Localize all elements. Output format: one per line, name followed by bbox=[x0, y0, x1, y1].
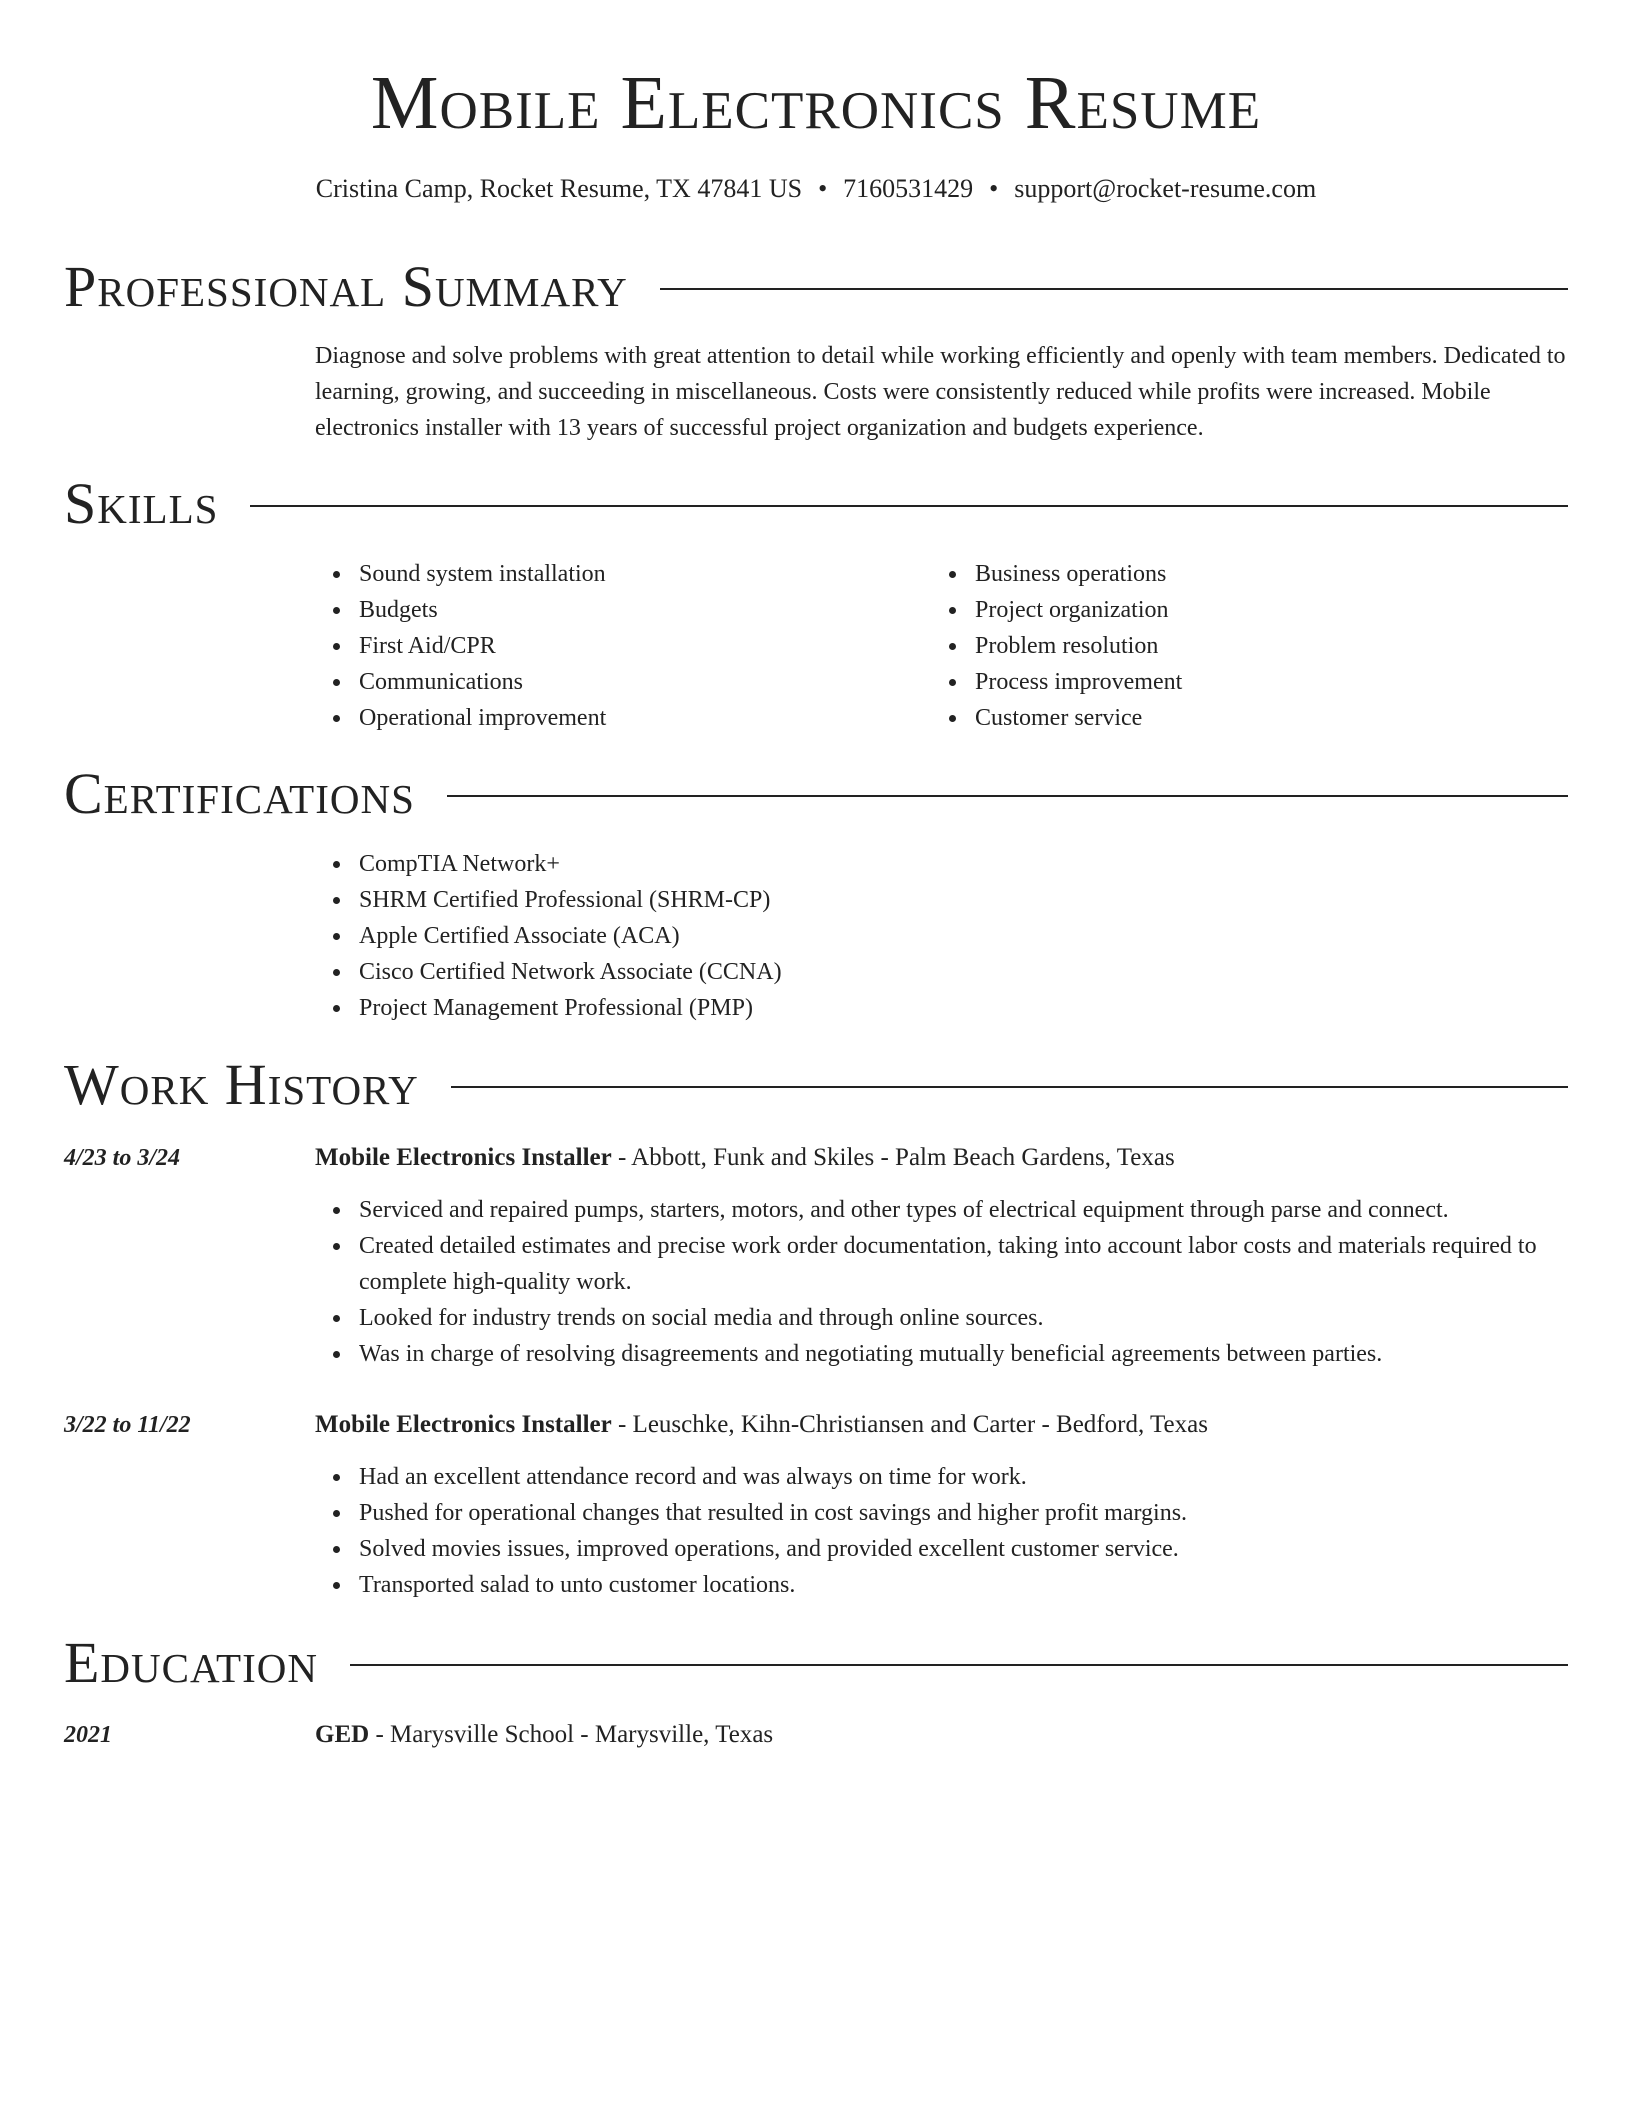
skill-item: Budgets bbox=[315, 592, 875, 628]
certifications-list bbox=[315, 846, 1568, 1026]
education-degree: GED bbox=[315, 1721, 370, 1748]
skills-heading: Skills bbox=[64, 471, 219, 536]
certification-item: Apple Certified Associate (ACA) bbox=[315, 918, 1568, 954]
contact-email: support@rocket-resume.com bbox=[1014, 174, 1317, 203]
education-school-location: - Marysville School - Marysville, Texas bbox=[369, 1721, 774, 1748]
section-divider bbox=[660, 288, 1568, 290]
skills-section-header bbox=[64, 469, 1568, 539]
contact-separator: • bbox=[818, 174, 828, 203]
skill-item: Operational improvement bbox=[315, 700, 875, 736]
section-divider bbox=[451, 1086, 1568, 1088]
job-heading bbox=[315, 1140, 1568, 1176]
job-title: Mobile Electronics Installer bbox=[315, 1411, 612, 1438]
job-title: Mobile Electronics Installer bbox=[315, 1144, 612, 1171]
contact-phone: 7160531429 bbox=[843, 174, 974, 203]
skills-column-left bbox=[315, 556, 875, 736]
skill-item: Business operations bbox=[931, 556, 1491, 592]
education-heading: Education bbox=[64, 1630, 318, 1695]
summary-heading: Professional Summary bbox=[64, 254, 628, 319]
job-bullet: Created detailed estimates and precise work order documentation, taking into account labor costs and materials required to complete high-quality work. bbox=[315, 1228, 1568, 1300]
job-employer-location: - Leuschke, Kihn-Christiansen and Carter - Bedford, Texas bbox=[611, 1411, 1208, 1438]
education-section-header bbox=[64, 1628, 1568, 1698]
job-bullet: Was in charge of resolving disagreements and negotiating mutually beneficial agreements between parties. bbox=[315, 1336, 1568, 1372]
job-employer-location: - Abbott, Funk and Skiles - Palm Beach Gardens, Texas bbox=[611, 1144, 1175, 1171]
skills-column-right bbox=[931, 556, 1491, 736]
summary-section-header bbox=[64, 252, 1568, 322]
job-bullet: Transported salad to unto customer locations. bbox=[315, 1567, 1568, 1603]
work-heading: Work History bbox=[64, 1052, 419, 1117]
skill-item: Sound system installation bbox=[315, 556, 875, 592]
job-bullet: Had an excellent attendance record and was always on time for work. bbox=[315, 1459, 1568, 1495]
section-divider bbox=[250, 505, 1568, 507]
education-year: 2021 bbox=[64, 1722, 112, 1748]
contact-line bbox=[64, 172, 1568, 206]
resume-title: Mobile Electronics Resume bbox=[370, 61, 1262, 145]
section-divider bbox=[350, 1664, 1568, 1666]
job-dates: 4/23 to 3/24 bbox=[64, 1145, 181, 1171]
job-bullet: Solved movies issues, improved operations, and provided excellent customer service. bbox=[315, 1531, 1568, 1567]
skill-item: First Aid/CPR bbox=[315, 628, 875, 664]
certification-item: Project Management Professional (PMP) bbox=[315, 990, 1568, 1026]
skill-item: Customer service bbox=[931, 700, 1491, 736]
job-bullet: Serviced and repaired pumps, starters, motors, and other types of electrical equipment through parse and connect. bbox=[315, 1192, 1568, 1228]
certification-item: CompTIA Network+ bbox=[315, 846, 1568, 882]
skill-item: Process improvement bbox=[931, 664, 1491, 700]
section-divider bbox=[447, 795, 1568, 797]
skill-item: Problem resolution bbox=[931, 628, 1491, 664]
work-section-header bbox=[64, 1050, 1568, 1120]
job-heading bbox=[315, 1407, 1568, 1443]
job-dates: 3/22 to 11/22 bbox=[64, 1412, 191, 1438]
job-bullet: Pushed for operational changes that resulted in cost savings and higher profit margins. bbox=[315, 1495, 1568, 1531]
job-bullets bbox=[315, 1192, 1568, 1372]
summary-text: Diagnose and solve problems with great attention to detail while working efficiently and openly with team members. Dedicated to learning, growing, and succeeding in miscellaneous. Costs were consistently reduced while profits were increased. Mobile electronics installer with 13 years of successful project organization and budgets experience. bbox=[315, 343, 1566, 441]
skill-item: Project organization bbox=[931, 592, 1491, 628]
contact-separator: • bbox=[989, 174, 999, 203]
skill-item: Communications bbox=[315, 664, 875, 700]
certification-item: SHRM Certified Professional (SHRM-CP) bbox=[315, 882, 1568, 918]
certification-item: Cisco Certified Network Associate (CCNA) bbox=[315, 954, 1568, 990]
job-bullets bbox=[315, 1459, 1568, 1603]
certifications-heading: Certifications bbox=[64, 761, 415, 826]
job-bullet: Looked for industry trends on social media and through online sources. bbox=[315, 1300, 1568, 1336]
education-entry bbox=[315, 1717, 1568, 1753]
contact-address: Cristina Camp, Rocket Resume, TX 47841 US bbox=[315, 174, 803, 203]
certifications-section-header bbox=[64, 759, 1568, 829]
